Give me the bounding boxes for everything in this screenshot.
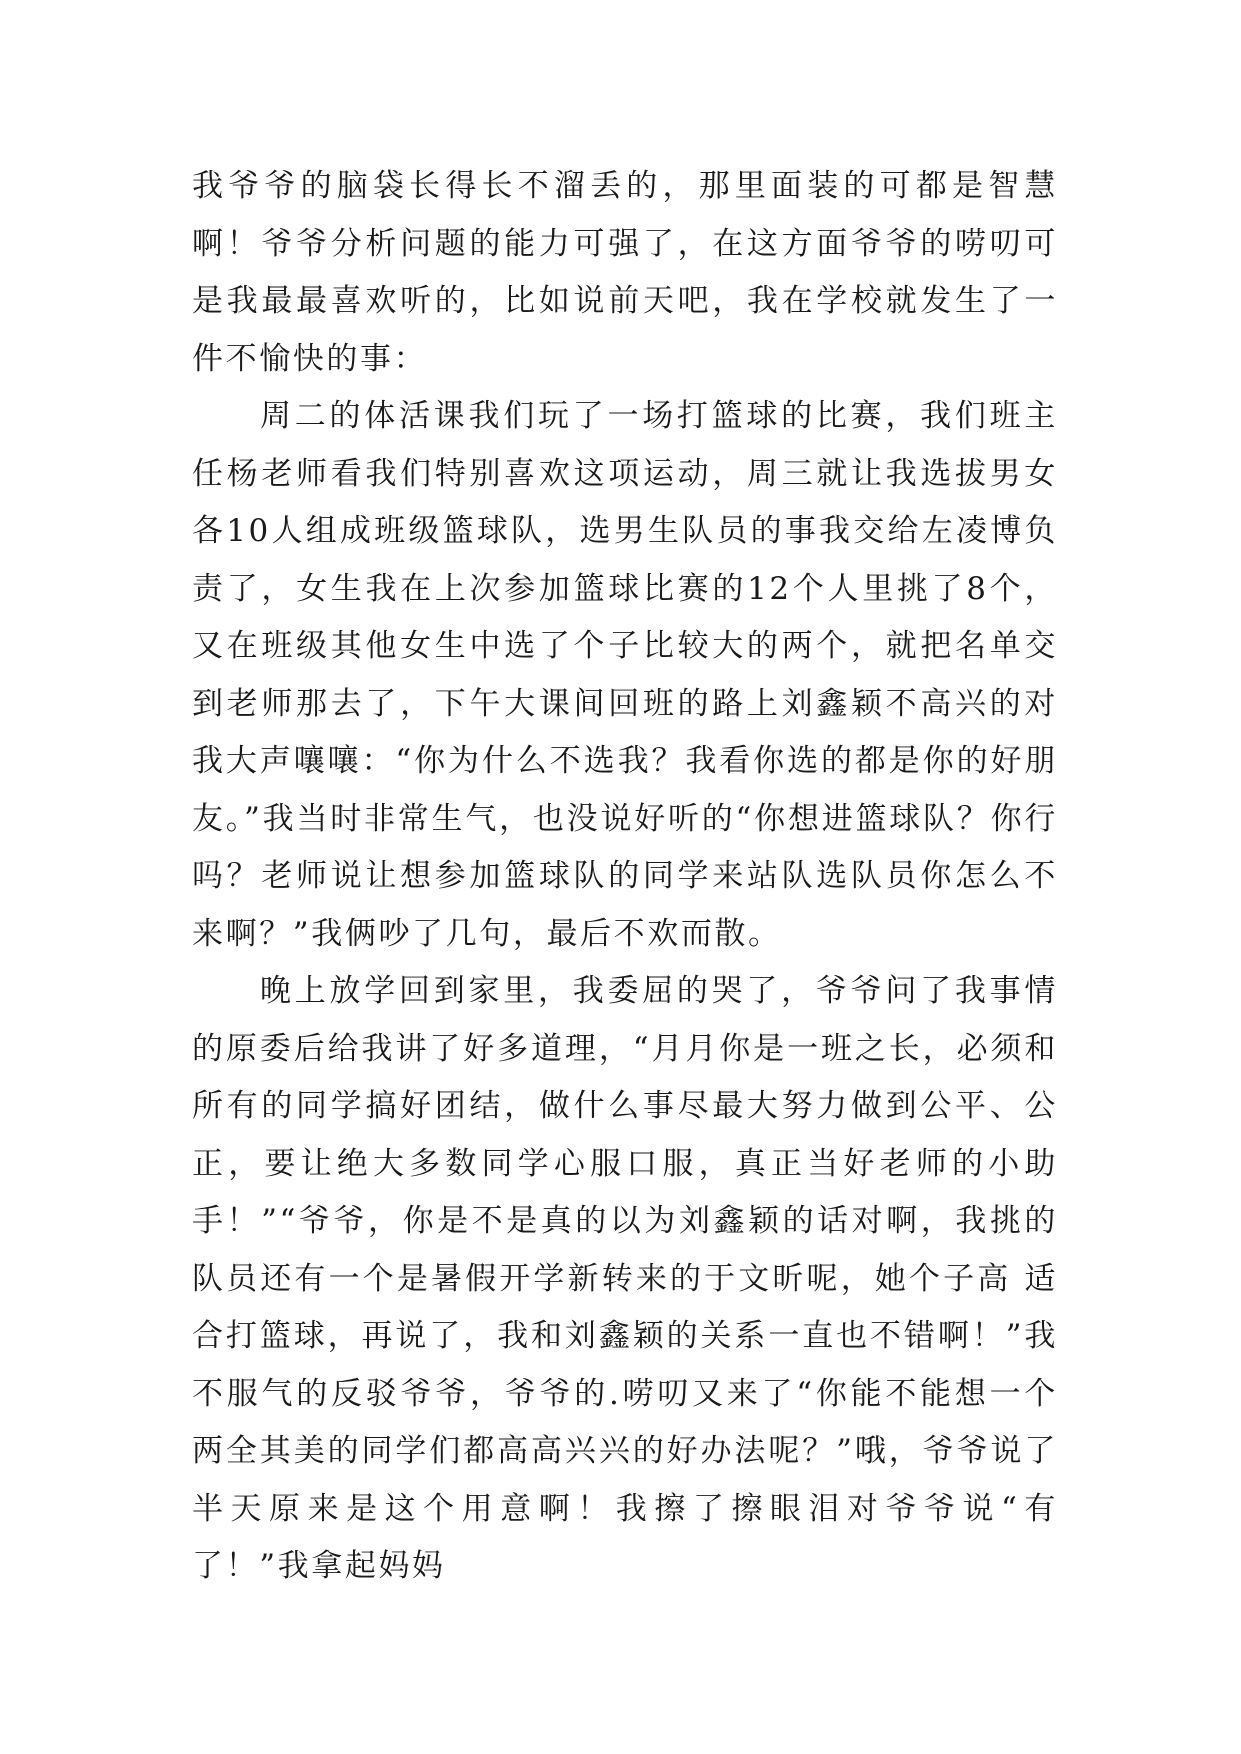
paragraph-evening-talk: 晚上放学回到家里，我委屈的哭了，爷爷问了我事情的原委后给我讲了好多道理，“月月你是一班之长，必须和所有的同学搞好团结，做什么事尽最大努力做到公平、公正，要让绝大多数同学心服口服，真正当好老师的小助手！”“爷爷，你是不是真的以为刘鑫颖的话对啊，我挑的队员还有一个是暑假开学新转来的于文昕呢，她个子高 适合打篮球，再说了，我和刘鑫颖的关系一直也不错啊！”我不服气的反驳爷爷，爷爷的.唠叨又来了“你能不能想一个两全其美的同学们都高高兴兴的好办法呢？”哦，爷爷说了半天原来是这个用意啊！我擦了擦眼泪对爷爷说“有了！”我拿起妈妈 <box>192 973 1058 1584</box>
paragraph-basketball-team: 周二的体活课我们玩了一场打篮球的比赛，我们班主任杨老师看我们特别喜欢这项运动，周三就让我选拔男女各10人组成班级篮球队，选男生队员的事我交给左凌博负责了，女生我在上次参加篮球比赛的12个人里挑了8个，又在班级其他女生中选了个子比较大的两个，就把名单交到老师那去了，下午大课间回班的路上刘鑫颖不高兴的对我大声嚷嚷：“你为什么不选我？我看你选的都是你的好朋友。”我当时非常生气，也没说好听的“你想进篮球队？你行吗？老师说让想参加篮球队的同学来站队选队员你怎么不来啊？”我俩吵了几句，最后不欢而散。 <box>192 398 1058 952</box>
paragraph-grandpa-wisdom: 我爷爷的脑袋长得长不溜丢的，那里面装的可都是智慧啊！爷爷分析问题的能力可强了，在这方面爷爷的唠叨可是我最最喜欢听的，比如说前天吧，我在学校就发生了一件不愉快的事： <box>192 168 1058 377</box>
document-page <box>192 158 1058 1596</box>
